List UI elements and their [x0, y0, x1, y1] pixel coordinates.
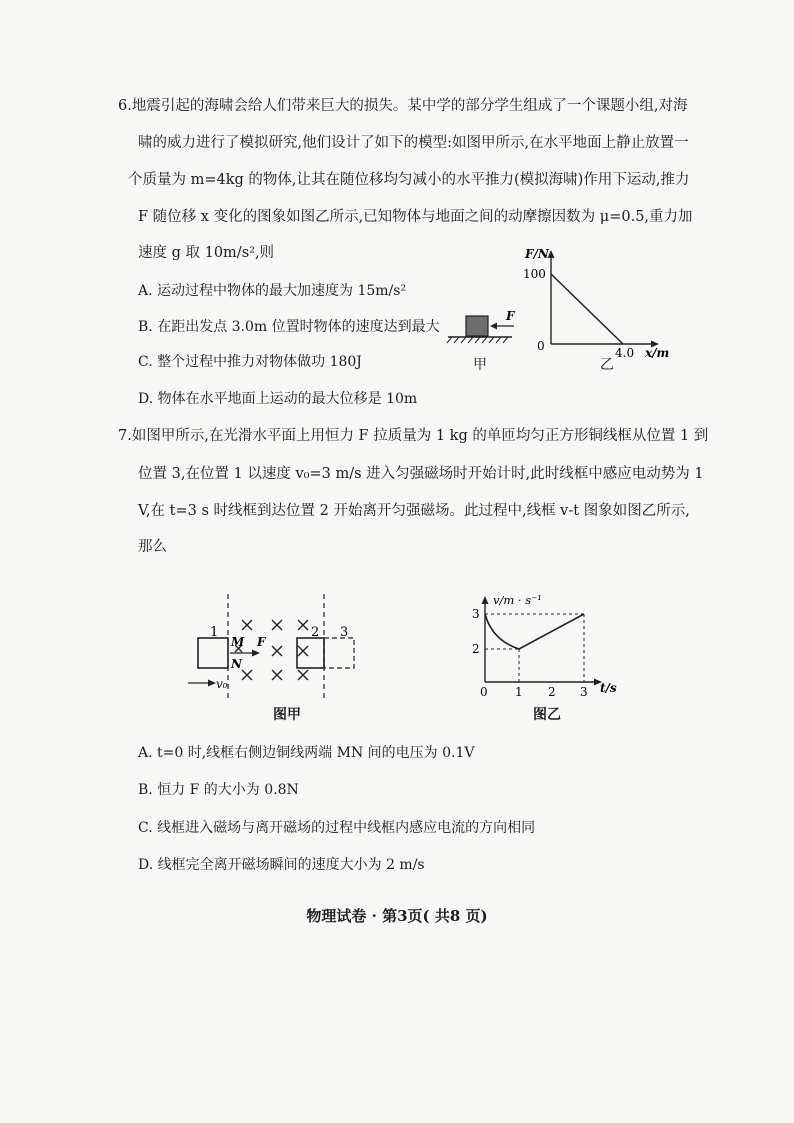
velocity-curve	[485, 614, 519, 649]
q7-line-2: 位置 3,在位置 1 以速度 v₀=3 m/s 进入匀强磁场时开始计时,此时线框中感应电动势为 1	[138, 466, 704, 482]
q7-option-d: D. 线框完全离开磁场瞬间的速度大小为 2 m/s	[138, 857, 425, 873]
y-axis-label: v/m · s⁻¹	[493, 593, 542, 607]
point-m-label: M	[231, 635, 245, 649]
q6-line-3: 个质量为 m=4kg 的物体,让其在随位移均匀减小的水平推力(模拟海啸)作用下运动,推力	[128, 172, 690, 188]
origin-label: 0	[537, 339, 545, 353]
q6-figure-yi-caption: 乙	[600, 357, 614, 373]
point-n-label: N	[231, 657, 242, 671]
x-axis-label: x/m	[645, 346, 670, 360]
q6-line-1: 6.地震引起的海啸会给人们带来巨大的损失。某中学的部分学生组成了一个课题小组,对海	[118, 98, 688, 114]
y-tick-100: 100	[523, 267, 546, 281]
q6-line-5: 速度 g 取 10m/s²,则	[138, 245, 275, 261]
velocity-label: v₀	[216, 677, 228, 691]
force-label: F	[506, 309, 515, 323]
force-line	[551, 274, 623, 344]
frame-position-1	[198, 638, 228, 668]
q7-line-4: 那么	[138, 539, 167, 555]
q7-figure-yi	[460, 588, 630, 700]
x-tick-3: 3	[580, 685, 588, 699]
x-tick-0: 0	[480, 685, 488, 699]
position-1-label: 1	[210, 625, 219, 640]
q7-figure-jia	[180, 592, 370, 704]
y-tick-2: 2	[472, 642, 480, 656]
q6-option-c: C. 整个过程中推力对物体做功 180J	[138, 354, 362, 370]
q7-figure-yi-caption: 图乙	[533, 707, 561, 723]
ground-hatch	[447, 337, 508, 343]
x-tick-2: 2	[548, 685, 556, 699]
q6-line-4: F 随位移 x 变化的图象如图乙所示,已知物体与地面之间的动摩擦因数为 μ=0.5,重力加	[138, 209, 693, 225]
x-tick-4: 4.0	[615, 346, 635, 360]
velocity-line	[519, 614, 584, 649]
y-tick-3: 3	[472, 607, 480, 621]
frame-position-3	[324, 638, 354, 668]
block-icon	[466, 316, 488, 336]
force-label: F	[257, 635, 266, 649]
q6-option-b: B. 在距出发点 3.0m 位置时物体的速度达到最大	[138, 319, 440, 335]
q7-line-3: V,在 t=3 s 时线框到达位置 2 开始离开匀强磁场。此过程中,线框 v-t 图象如图乙所示,	[138, 503, 690, 519]
y-axis-label: F/N	[525, 247, 549, 261]
q7-option-b: B. 恒力 F 的大小为 0.8N	[138, 782, 299, 798]
q6-figure-yi	[515, 242, 675, 372]
q7-line-1: 7.如图甲所示,在光滑水平面上用恒力 F 拉质量为 1 kg 的单匝均匀正方形铜线框从位置 1 到	[118, 428, 709, 444]
x-axis-label: t/s	[600, 681, 617, 695]
page-footer: 物理试卷 · 第3页( 共8 页)	[306, 907, 488, 925]
q7-figure-jia-caption: 图甲	[273, 707, 301, 723]
position-3-label: 3	[340, 625, 349, 640]
q6-line-2: 啸的威力进行了模拟研究,他们设计了如下的模型:如图甲所示,在水平地面上静止放置一	[138, 135, 689, 151]
q7-option-a: A. t=0 时,线框右侧边铜线两端 MN 间的电压为 0.1V	[138, 745, 475, 761]
guide-lines	[485, 614, 584, 682]
q6-option-d: D. 物体在水平地面上运动的最大位移是 10m	[138, 391, 418, 407]
q6-figure-jia-caption: 甲	[473, 357, 487, 373]
x-tick-1: 1	[515, 685, 523, 699]
position-2-label: 2	[311, 625, 320, 640]
q6-option-a: A. 运动过程中物体的最大加速度为 15m/s²	[138, 283, 407, 299]
q7-option-c: C. 线框进入磁场与离开磁场的过程中线框内感应电流的方向相同	[138, 820, 536, 836]
